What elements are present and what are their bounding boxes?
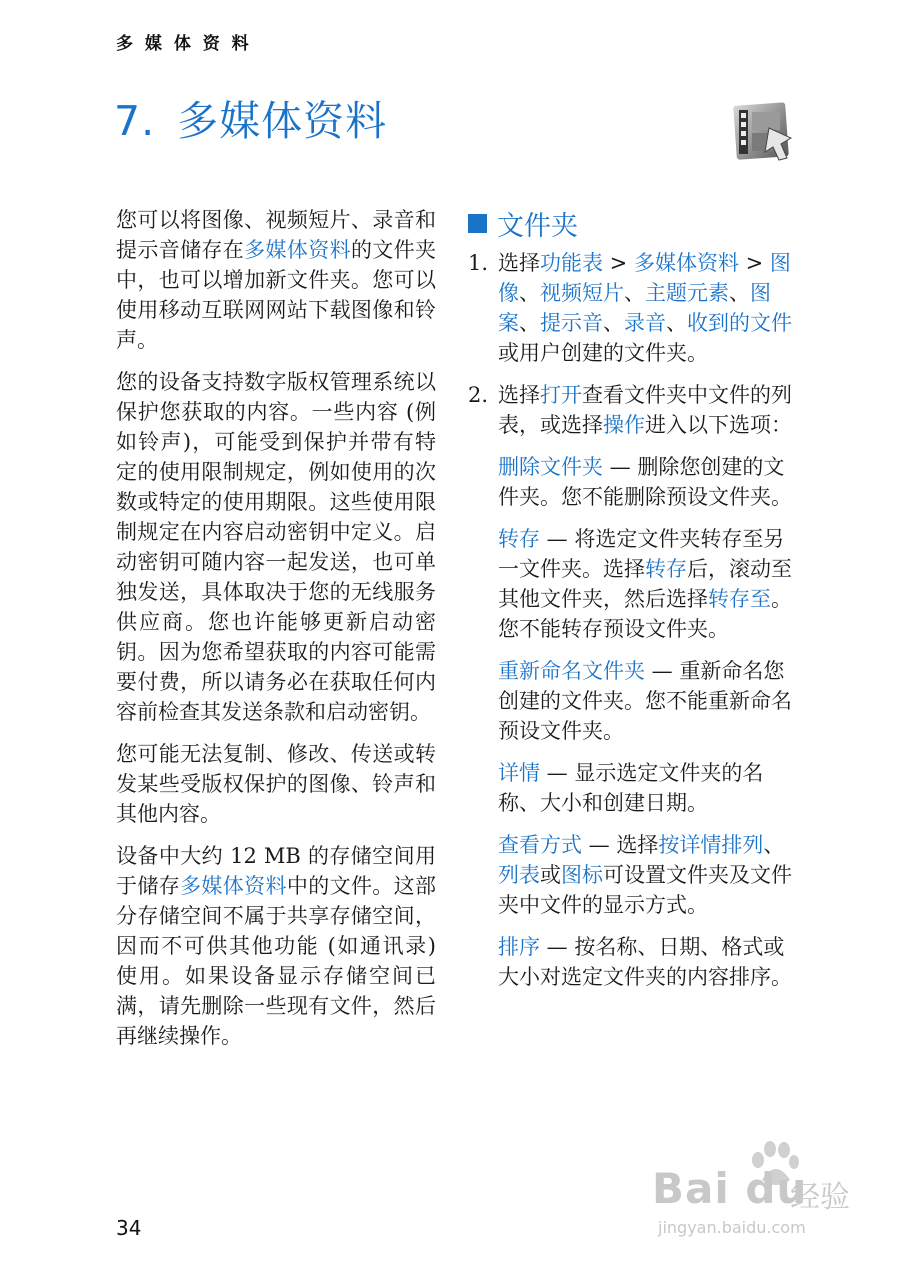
baidu-jingyan-watermark: Bai du 经验 jingyan.baidu.com [652,1140,872,1250]
folder-recordings-link[interactable]: 录音 [624,311,666,335]
drm-paragraph: 您的设备支持数字版权管理系统以保护您获取的内容。一些内容 (例如铃声)，可能受到保护并带有特定的使用限制规定，例如使用的次数或特定的使用期限。这些使用限制规定在内容启动密钥中定义。启动密钥可随内容一起发送，也可单独发送，具体取决于您的无线服务供应商。您也许能够更新启动密钥。因为您希望获取的内容可能需要付费，所以请务必在获取任何内容前检查其发送条款和启动密钥。 [116,370,436,724]
running-header: 多 媒 体 资 料 [116,34,252,54]
option-details: 详情 — 显示选定文件夹的名称、大小和创建日期。 [498,761,764,815]
options-link[interactable]: 操作 [603,413,645,437]
storage-paragraph: 设备中大约 12 MB 的存储空间用于储存多媒体资料中的文件。这部分存储空间不属于共享存储空间，因而不可供其他功能 (如通讯录) 使用。如果设备显示存储空间已满，请先删除一些现有文件，然后再继续操作。 [116,844,437,1048]
move-to-link[interactable]: 转存至 [708,587,771,611]
copyright-paragraph: 您可能无法复制、修改、传送或转发某些受版权保护的图像、铃声和其他内容。 [116,742,436,826]
open-link[interactable]: 打开 [540,383,582,407]
folder-images-link[interactable]: 图像 [498,251,791,305]
chapter-number: 7. [114,97,156,145]
delete-folder-link[interactable]: 删除文件夹 [498,455,603,479]
intro-paragraph: 您可以将图像、视频短片、录音和提示音储存在多媒体资料的文件夹中，也可以增加新文件夹。您可以使用移动互联网网站下载图像和铃声。 [116,208,437,352]
left-column [116,205,436,1063]
folder-video-link[interactable]: 视频短片 [540,281,624,305]
chapter-name: 多媒体资料 [177,97,388,145]
chapter-title [114,88,387,147]
rename-folder-link[interactable]: 重新命名文件夹 [498,659,645,683]
view-as-link[interactable]: 查看方式 [498,833,582,857]
sort-link[interactable]: 排序 [498,935,540,959]
list-link[interactable]: 列表 [498,863,540,887]
move-link[interactable]: 转存 [645,557,687,581]
section-title-folders: 文件夹 [468,204,578,243]
square-bullet-icon [468,214,487,233]
step-1: 1. 选择功能表 > 多媒体资料 > 图像、视频短片、主题元素、图案、提示音、录音、收到的文件或用户创建的文件夹。 [468,251,792,365]
gallery-link[interactable]: 多媒体资料 [633,251,739,275]
page-number: 34 [116,1216,142,1240]
option-sort: 排序 — 按名称、日期、格式或大小对选定文件夹的内容排序。 [498,935,792,989]
icons-link[interactable]: 图标 [561,863,603,887]
option-view-as: 查看方式 — 选择按详情排列、列表或图标可设置文件夹及文件夹中文件的显示方式。 [498,833,792,917]
option-delete-folder: 删除文件夹 — 删除您创建的文件夹。您不能删除预设文件夹。 [498,455,792,509]
folder-tones-link[interactable]: 提示音 [540,311,603,335]
folder-themes-link[interactable]: 主题元素 [645,281,729,305]
details-link[interactable]: 详情 [498,761,540,785]
gallery-link[interactable]: 多媒体资料 [244,238,351,262]
option-rename-folder: 重新命名文件夹 — 重新命名您创建的文件夹。您不能重新命名预设文件夹。 [498,659,792,743]
move-link[interactable]: 转存 [498,527,540,551]
folder-received-link[interactable]: 收到的文件 [687,311,792,335]
by-details-link[interactable]: 按详情排列 [658,833,764,857]
menu-link[interactable]: 功能表 [540,251,603,275]
folder-graphics-link[interactable]: 图案 [498,281,771,335]
step-2: 2. 选择打开查看文件夹中文件的列表，或选择操作进入以下选项： [468,383,792,437]
option-move: 转存 — 将选定文件夹转存至另一文件夹。选择转存后，滚动至其他文件夹，然后选择转存至。您不能转存预设文件夹。 [498,527,792,641]
gallery-link[interactable]: 多媒体资料 [180,874,287,898]
film-clip-icon [729,100,795,162]
right-column [468,248,792,1004]
